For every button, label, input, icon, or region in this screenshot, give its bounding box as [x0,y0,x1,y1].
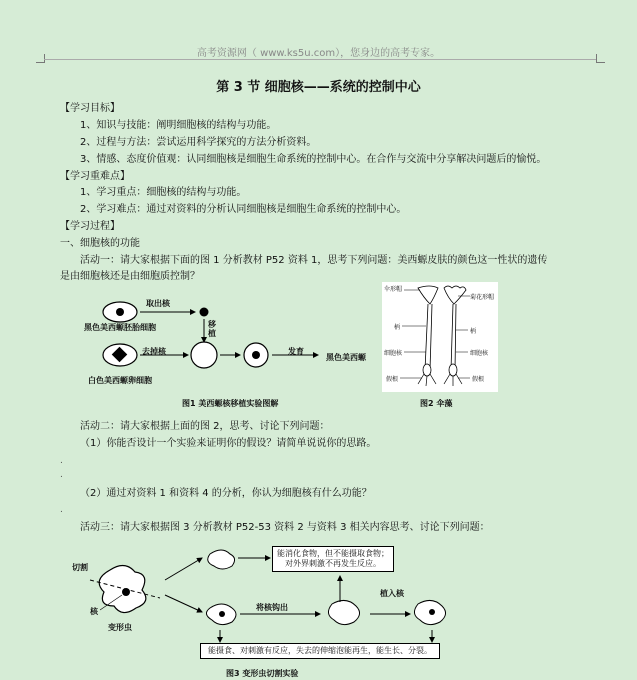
label-result: 黑色美西螈 [326,353,366,362]
branch-arrow-bottom [165,595,202,612]
goal-item: 3、情感、态度价值观：认同细胞核是细胞生命系统的控制中心。在合作与交流中分享解决问题后的愉悦。 [80,154,547,165]
question-1: （1）你能否设计一个实验来证明你的假设？请简单说说你的思路。 [80,438,377,449]
page-header: 高考资源网（ www.ks5u.com），您身边的高考专家。 [196,48,441,59]
goal-item: 2、过程与方法：尝试运用科学探究的方法分析资料。 [80,137,317,148]
paragraph-mark: . [60,505,63,515]
key-points-heading: 【学习重难点】 [60,171,130,182]
label-rhizoid-left: 假根 [386,376,399,383]
label-rhizoid-right: 假根 [472,376,485,383]
enucleated-amoeba [328,600,359,624]
branch-arrow-top [165,558,202,580]
label-insert-nucleus: 植入核 [380,589,404,598]
label-stalk-right: 柄 [470,328,477,335]
figure-3-caption: 图3 变形虫切割实验 [226,669,299,678]
activity-1-line-1: 活动一：请大家根据下面的图 1 分析教材 P52 资料 1，思考下列问题：美西螈皮肤的颜色这一性状的遗传 [80,255,548,266]
paragraph-mark: . [60,456,63,466]
label-black-cell: 黑色美西螈胚胎细胞 [84,323,156,332]
label-stalk-left: 柄 [394,324,401,331]
label-develop: 发育 [288,347,304,356]
extracted-nucleus [200,308,209,317]
figure-2-caption: 图2 伞藻 [420,399,453,408]
label-umbrella-cap: 伞形帽 [384,286,403,293]
label-remove-nucleus-3: 将核钩出 [256,603,288,612]
activity-2: 活动二：请大家根据上面的图 2，思考、讨论下列问题： [80,421,330,432]
label-amoeba: 变形虫 [108,623,132,632]
key-point-item: 1、学习重点：细胞核的结构与功能。 [80,187,247,198]
result-box-top [272,546,394,572]
anucleate-fragment [208,550,235,569]
recombined-nucleus [252,351,260,359]
activity-3: 活动三：请大家根据图 3 分析教材 P52-53 资料 2 与资料 3 相关内容思考、讨论下列问题： [80,522,490,533]
question-2: （2）通过对资料 1 和资料 4 的分析，你认为细胞核有什么功能？ [80,488,372,499]
page-title: 第 3 节 细胞核——系统的控制中心 [216,80,421,95]
label-nucleus-left: 细胞核 [384,350,403,357]
section-heading: 一、细胞核的功能 [60,238,140,249]
enucleated-egg [191,342,217,368]
figure-2-panel [382,282,498,392]
label-take-nucleus: 取出核 [146,299,170,308]
process-heading: 【学习过程】 [60,221,120,232]
activity-1-line-2: 是由细胞核还是由细胞质控制？ [60,271,200,282]
label-nucleus-right: 细胞核 [470,350,489,357]
key-point-item: 2、学习难点：通过对资料的分析认同细胞核是细胞生命系统的控制中心。 [80,204,407,215]
result-top-line-2: 对外界刺激不再发生反应。 [285,559,381,568]
result-box-bottom: 能摄食、对刺激有反应，失去的伸缩泡能再生，能生长、分裂。 [200,643,440,659]
label-flower-cap: 菊花形帽 [470,294,495,301]
goal-item: 1、知识与技能：阐明细胞核的结构与功能。 [80,120,277,131]
label-white-cell: 白色美西螈卵细胞 [88,376,152,385]
header-rule [44,59,596,60]
result-top-line-1: 能消化食物，但不能摄取食物； [277,549,389,558]
label-nucleus: 核 [90,607,98,616]
figure-1-caption: 图1 美西螈核移植实验图解 [182,399,279,408]
goals-heading: 【学习目标】 [60,103,120,114]
label-cut: 切割 [72,563,88,572]
label-transplant: 移植 [208,320,216,338]
paragraph-mark: . [60,470,63,480]
figure-1-diagram [70,290,370,415]
label-remove-nucleus: 去掉核 [142,347,166,356]
nucleus-dot [116,308,124,316]
